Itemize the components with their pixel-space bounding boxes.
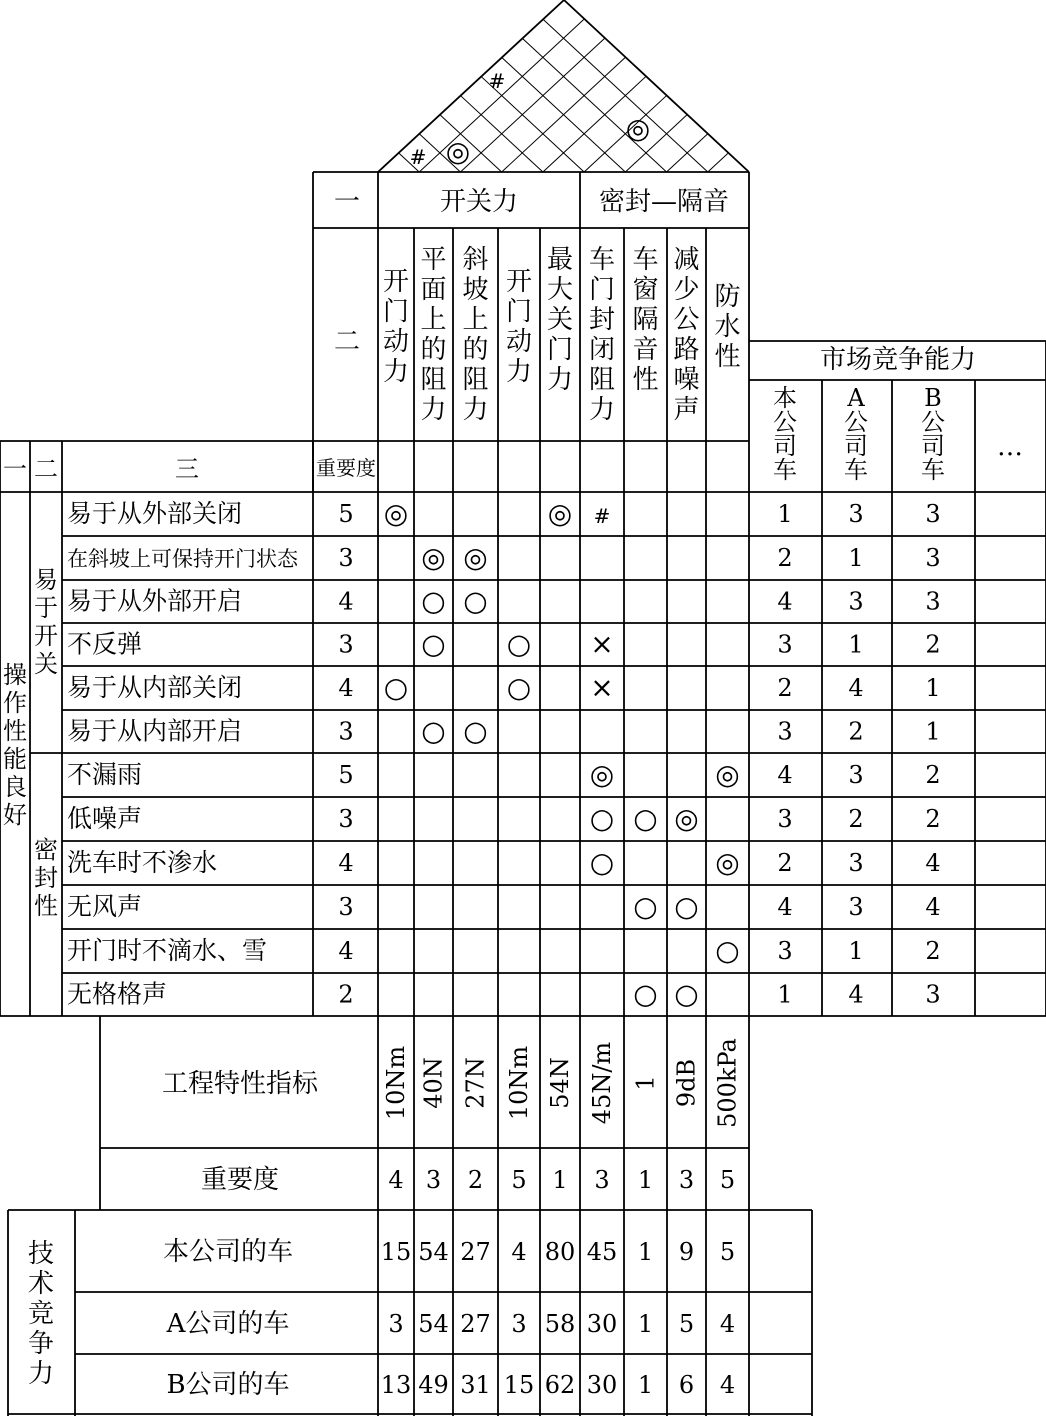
roof-edge (378, 0, 564, 172)
market-col-header: 车 (844, 456, 868, 484)
requirement-row (67, 934, 941, 967)
market-score: 2 (925, 805, 941, 833)
category-level1-label: 操 (3, 661, 27, 689)
tech-row (166, 1309, 736, 1339)
eng-target-value: 10Nm (505, 1045, 533, 1121)
requirement-importance: 4 (338, 587, 354, 616)
relationship-mark: ◎ (715, 846, 740, 879)
market-col-header: B (924, 384, 942, 412)
market-score: 1 (848, 937, 864, 965)
market-score: 2 (848, 717, 864, 746)
eng-char-label: 窗 (632, 275, 659, 305)
relationship-mark: # (593, 504, 611, 528)
requirement-name: 无风声 (67, 892, 143, 921)
tech-value: 54 (418, 1310, 449, 1338)
category-level1-label: 作 (3, 689, 27, 717)
eng-char-label: 车 (588, 245, 616, 275)
tech-value: 5 (719, 1238, 736, 1266)
requirement-name: 易于从外部开启 (67, 586, 243, 616)
eng-char-label: 坡 (462, 275, 489, 305)
eng-char-label: 的 (420, 335, 447, 365)
tech-value: 31 (460, 1371, 491, 1399)
roof-correlation-mark: ◎ (625, 112, 651, 145)
market-title: 市场竞争能力 (819, 345, 977, 375)
market-score: 2 (848, 805, 864, 833)
market-score: 1 (848, 630, 864, 659)
market-score: 4 (777, 587, 793, 616)
requirement-importance: 3 (338, 630, 354, 659)
requirement-name: 在斜坡上可保持开门状态 (67, 547, 298, 571)
market-score: 2 (925, 630, 941, 659)
market-col-header: 司 (921, 432, 945, 460)
eng-char-label: 关 (546, 305, 574, 335)
eng-char-label: 隔 (632, 305, 659, 335)
requirement-name: 无格格声 (67, 979, 168, 1009)
relationship-mark: ◎ (674, 802, 699, 835)
category-level2-label: 开 (34, 622, 58, 650)
tech-competitiveness-rows (163, 1237, 735, 1400)
relationship-mark: ○ (506, 671, 532, 704)
tech-title-char: 术 (27, 1269, 55, 1299)
category-level1 (3, 661, 27, 829)
eng-char-label: 平 (420, 245, 447, 275)
eng-char-label: 开 (505, 267, 533, 297)
eng-char-label: 最 (546, 245, 574, 275)
tech-value: 62 (544, 1371, 576, 1399)
requirement-importance: 4 (338, 937, 354, 965)
requirement-importance: 4 (338, 674, 354, 702)
relationship-mark: ◎ (589, 758, 615, 791)
tech-value: 3 (388, 1310, 404, 1338)
eng-importance-value: 2 (467, 1166, 484, 1194)
requirement-row (67, 890, 941, 923)
eng-char-label: 阻 (420, 365, 447, 395)
tech-value: 4 (719, 1310, 736, 1338)
market-score: 4 (848, 674, 864, 702)
market-score: 1 (925, 717, 941, 746)
relationship-mark: × (590, 671, 614, 704)
eng-targets-label: 工程特性指标 (161, 1069, 319, 1099)
eng-char-label: 封 (588, 305, 616, 335)
eng-target-value: 9dB (672, 1058, 701, 1108)
market-col-header: 公 (844, 408, 868, 436)
market-score: 4 (848, 980, 864, 1009)
tech-value: 9 (678, 1238, 695, 1266)
relationship-mark: ○ (589, 802, 615, 835)
tech-value: 4 (511, 1238, 527, 1266)
tech-value: 15 (503, 1371, 535, 1399)
requirement-importance: 5 (338, 761, 354, 789)
market-score: 3 (848, 587, 864, 616)
eng-char-label: 性 (632, 365, 659, 395)
eng-target-value: 54N (546, 1057, 574, 1109)
eng-char-group-labels (440, 187, 729, 217)
eng-char-label: 上 (420, 305, 447, 335)
tech-title-char: 力 (27, 1359, 55, 1389)
market-score: 3 (925, 544, 941, 572)
roof-correlation-mark: # (409, 145, 427, 169)
category-level2 (34, 566, 58, 920)
req-head-level2: 二 (34, 455, 58, 483)
eng-char-label: 门 (382, 297, 410, 327)
importance-head: 重要度 (316, 456, 376, 480)
tech-value: 1 (637, 1238, 654, 1266)
market-col-header: 司 (773, 432, 797, 460)
eng-importance-value: 4 (388, 1166, 404, 1194)
market-col-header: 车 (773, 456, 797, 484)
relationship-mark: ○ (715, 934, 740, 967)
eng-char-label: 音 (632, 335, 659, 365)
market-score: 3 (777, 805, 793, 833)
eng-char-label: 面 (420, 275, 447, 305)
tech-row-label: 本公司的车 (162, 1237, 294, 1267)
tech-row (163, 1237, 735, 1267)
requirement-name: 易于从外部关闭 (67, 499, 243, 528)
eng-char-label: 动 (505, 327, 533, 357)
market-score: 3 (925, 980, 941, 1009)
tech-value: 13 (380, 1371, 412, 1399)
requirement-row (67, 758, 941, 791)
market-column-headers (773, 384, 1023, 484)
category-level2-label: 密 (34, 836, 58, 864)
relationship-mark: ◎ (715, 758, 740, 791)
market-score: 3 (925, 587, 941, 616)
eng-char-label: 力 (382, 357, 410, 387)
market-score: 3 (848, 761, 864, 789)
market-score: 3 (848, 500, 864, 528)
roof-edge (564, 0, 749, 172)
requirement-name: 低噪声 (67, 804, 143, 833)
relationship-mark: ○ (463, 584, 488, 618)
tech-value: 4 (719, 1371, 736, 1399)
eng-char-label: 声 (673, 395, 700, 425)
requirement-name: 易于从内部关闭 (67, 673, 243, 702)
tech-value: 27 (460, 1310, 491, 1338)
requirement-row (67, 497, 941, 530)
header-level2-label: 二 (333, 327, 361, 357)
market-score: 4 (925, 893, 941, 921)
relationship-mark: ○ (383, 671, 409, 704)
tech-value: 45 (586, 1238, 618, 1266)
requirement-row (67, 628, 941, 661)
tech-value: 27 (460, 1238, 491, 1266)
category-level1-label: 性 (3, 717, 27, 745)
eng-char-label: 减 (673, 245, 700, 275)
relationship-mark: ○ (633, 890, 658, 923)
eng-importance-value: 3 (594, 1166, 610, 1194)
category-level2-label: 易 (34, 566, 58, 594)
req-head-level1: 一 (3, 455, 27, 483)
market-score: 3 (848, 849, 864, 877)
tech-row-label: B公司的车 (166, 1370, 290, 1400)
group-label-seal-sound: 密封—隔音 (598, 187, 730, 217)
eng-char-label: 力 (505, 357, 533, 387)
tech-row (166, 1370, 735, 1400)
tech-value: 6 (678, 1371, 695, 1399)
eng-target-value: 45N/m (588, 1041, 616, 1125)
eng-importance-label: 重要度 (200, 1165, 280, 1195)
roof-lattice (522, 38, 666, 172)
group-label-open-close-force: 开关力 (439, 187, 519, 217)
requirement-importance: 3 (338, 805, 354, 833)
requirement-row (67, 978, 941, 1011)
tech-competitiveness-title (28, 1239, 54, 1389)
eng-target-value: 500kPa (713, 1038, 742, 1128)
tech-value: 3 (511, 1310, 527, 1338)
market-col-header: 公 (773, 408, 797, 436)
requirement-importance: 3 (338, 544, 354, 572)
eng-char-label: 水 (714, 312, 741, 342)
roof-correlation-mark: ◎ (445, 135, 471, 168)
eng-char-label: 斜 (462, 245, 489, 275)
eng-importance-value: 3 (678, 1166, 695, 1194)
market-score: 4 (925, 849, 941, 877)
eng-importance-value: 3 (425, 1166, 442, 1194)
market-score: 1 (925, 674, 941, 702)
market-score: 3 (925, 500, 941, 528)
requirement-name: 开门时不滴水、雪 (67, 936, 268, 965)
tech-value: 30 (586, 1310, 618, 1338)
eng-importance-value: 1 (552, 1166, 568, 1194)
header-level1-label: 一 (333, 187, 361, 217)
market-score: 2 (777, 674, 793, 702)
eng-char-label: 上 (462, 305, 489, 335)
market-score: 2 (777, 849, 793, 877)
requirement-importance: 2 (338, 980, 354, 1009)
eng-char-label: 门 (546, 335, 574, 365)
roof-lattice (460, 38, 604, 172)
requirement-importance: 4 (338, 849, 354, 877)
requirement-importance: 3 (338, 893, 354, 921)
relationship-mark: ○ (674, 890, 699, 923)
requirement-row (67, 846, 941, 879)
eng-char-label: 少 (673, 275, 700, 305)
tech-value: 80 (544, 1238, 576, 1266)
category-level1-label: 良 (3, 773, 27, 801)
correlation-roof (378, 0, 749, 172)
relationship-mark: ○ (463, 714, 488, 748)
eng-char-label: 闭 (588, 335, 616, 365)
market-col-more: … (997, 432, 1023, 462)
relationship-mark: × (590, 627, 614, 661)
tech-row-label: A公司的车 (166, 1309, 290, 1339)
tech-title-char: 争 (27, 1329, 55, 1359)
eng-char-label: 动 (382, 327, 410, 357)
tech-value: 30 (586, 1371, 618, 1399)
relationship-mark: ◎ (547, 497, 573, 530)
market-col-header: 本 (773, 384, 797, 412)
eng-importance-value: 5 (511, 1166, 527, 1194)
category-level2-label: 于 (34, 594, 58, 622)
eng-char-label: 车 (632, 245, 659, 275)
relationship-mark: ◎ (421, 541, 446, 574)
tech-title-char: 技 (27, 1239, 55, 1269)
tech-title-char: 竞 (27, 1299, 55, 1329)
market-score: 3 (777, 717, 793, 746)
market-score: 4 (777, 893, 793, 921)
relationship-mark: ○ (421, 627, 446, 661)
eng-char-label: 力 (420, 395, 447, 425)
eng-target-value: 10Nm (382, 1045, 410, 1121)
eng-char-label: 开 (382, 267, 410, 297)
tech-value: 54 (418, 1238, 449, 1266)
tech-value: 1 (637, 1371, 654, 1399)
relationship-mark: ○ (421, 714, 446, 748)
market-score: 4 (777, 761, 793, 789)
market-score: 2 (925, 761, 941, 789)
category-level2-label: 性 (34, 892, 58, 920)
category-level1-label: 能 (3, 745, 27, 773)
requirement-row (67, 715, 941, 748)
eng-char-label: 力 (588, 395, 616, 425)
market-score: 2 (777, 544, 793, 572)
category-level1-label: 好 (3, 801, 27, 829)
category-level2-label: 封 (34, 864, 58, 892)
eng-target-values (382, 1038, 742, 1128)
relationship-mark: ◎ (383, 497, 409, 530)
market-score: 1 (777, 500, 793, 528)
market-score: 2 (925, 937, 941, 965)
relationship-mark: ○ (633, 802, 658, 835)
market-score: 1 (777, 980, 793, 1009)
eng-target-value: 1 (631, 1075, 660, 1091)
tech-value: 1 (637, 1310, 654, 1338)
requirement-row (67, 541, 941, 574)
market-score: 3 (777, 937, 793, 965)
eng-char-label: 公 (673, 305, 700, 335)
relationship-mark: ○ (674, 977, 699, 1011)
eng-importance-value: 1 (637, 1166, 654, 1194)
relationship-mark: ◎ (463, 541, 488, 574)
requirement-row (67, 802, 941, 835)
market-score: 3 (777, 630, 793, 659)
tech-value: 15 (380, 1238, 412, 1266)
market-col-header: 公 (921, 408, 945, 436)
eng-target-value: 27N (461, 1057, 490, 1109)
requirement-importance: 5 (338, 500, 354, 528)
relationship-mark: ○ (506, 627, 532, 661)
relationship-mark: ○ (421, 584, 446, 618)
eng-char-label: 的 (462, 335, 489, 365)
eng-char-label: 门 (588, 275, 616, 305)
relationship-mark: ○ (633, 977, 658, 1011)
requirement-name: 洗车时不渗水 (67, 848, 218, 877)
eng-importance-value: 5 (719, 1166, 736, 1194)
eng-char-label: 大 (546, 275, 574, 305)
category-level2-label: 关 (34, 650, 58, 678)
eng-char-label: 门 (505, 297, 533, 327)
requirement-row (67, 585, 941, 618)
eng-char-label: 阻 (588, 365, 616, 395)
eng-char-label: 路 (673, 335, 700, 365)
market-score: 1 (848, 544, 864, 572)
eng-char-label: 力 (462, 395, 489, 425)
eng-target-value: 40N (419, 1057, 448, 1109)
relationship-mark: ○ (589, 846, 615, 879)
engineering-characteristics (383, 245, 741, 425)
requirement-name: 不反弹 (67, 629, 143, 659)
market-col-header: 车 (921, 456, 945, 484)
market-col-header: 司 (844, 432, 868, 460)
req-head-level3: 三 (175, 455, 199, 483)
roof-lattice (708, 153, 729, 172)
requirement-name: 易于从内部开启 (67, 716, 243, 746)
eng-char-label: 噪 (673, 365, 700, 395)
requirement-row (67, 671, 941, 704)
tech-value: 5 (678, 1310, 695, 1338)
eng-char-label: 阻 (462, 365, 489, 395)
eng-char-label: 性 (714, 342, 741, 372)
requirement-name: 不漏雨 (67, 760, 143, 789)
eng-char-label: 力 (546, 365, 574, 395)
eng-importance-values (388, 1166, 735, 1194)
eng-char-label: 防 (714, 282, 741, 312)
tech-value: 58 (544, 1310, 576, 1338)
market-score: 3 (848, 893, 864, 921)
requirement-importance: 3 (338, 717, 354, 746)
roof-correlation-mark: # (488, 69, 506, 93)
tech-value: 49 (418, 1371, 449, 1399)
market-col-header: A (847, 384, 865, 412)
